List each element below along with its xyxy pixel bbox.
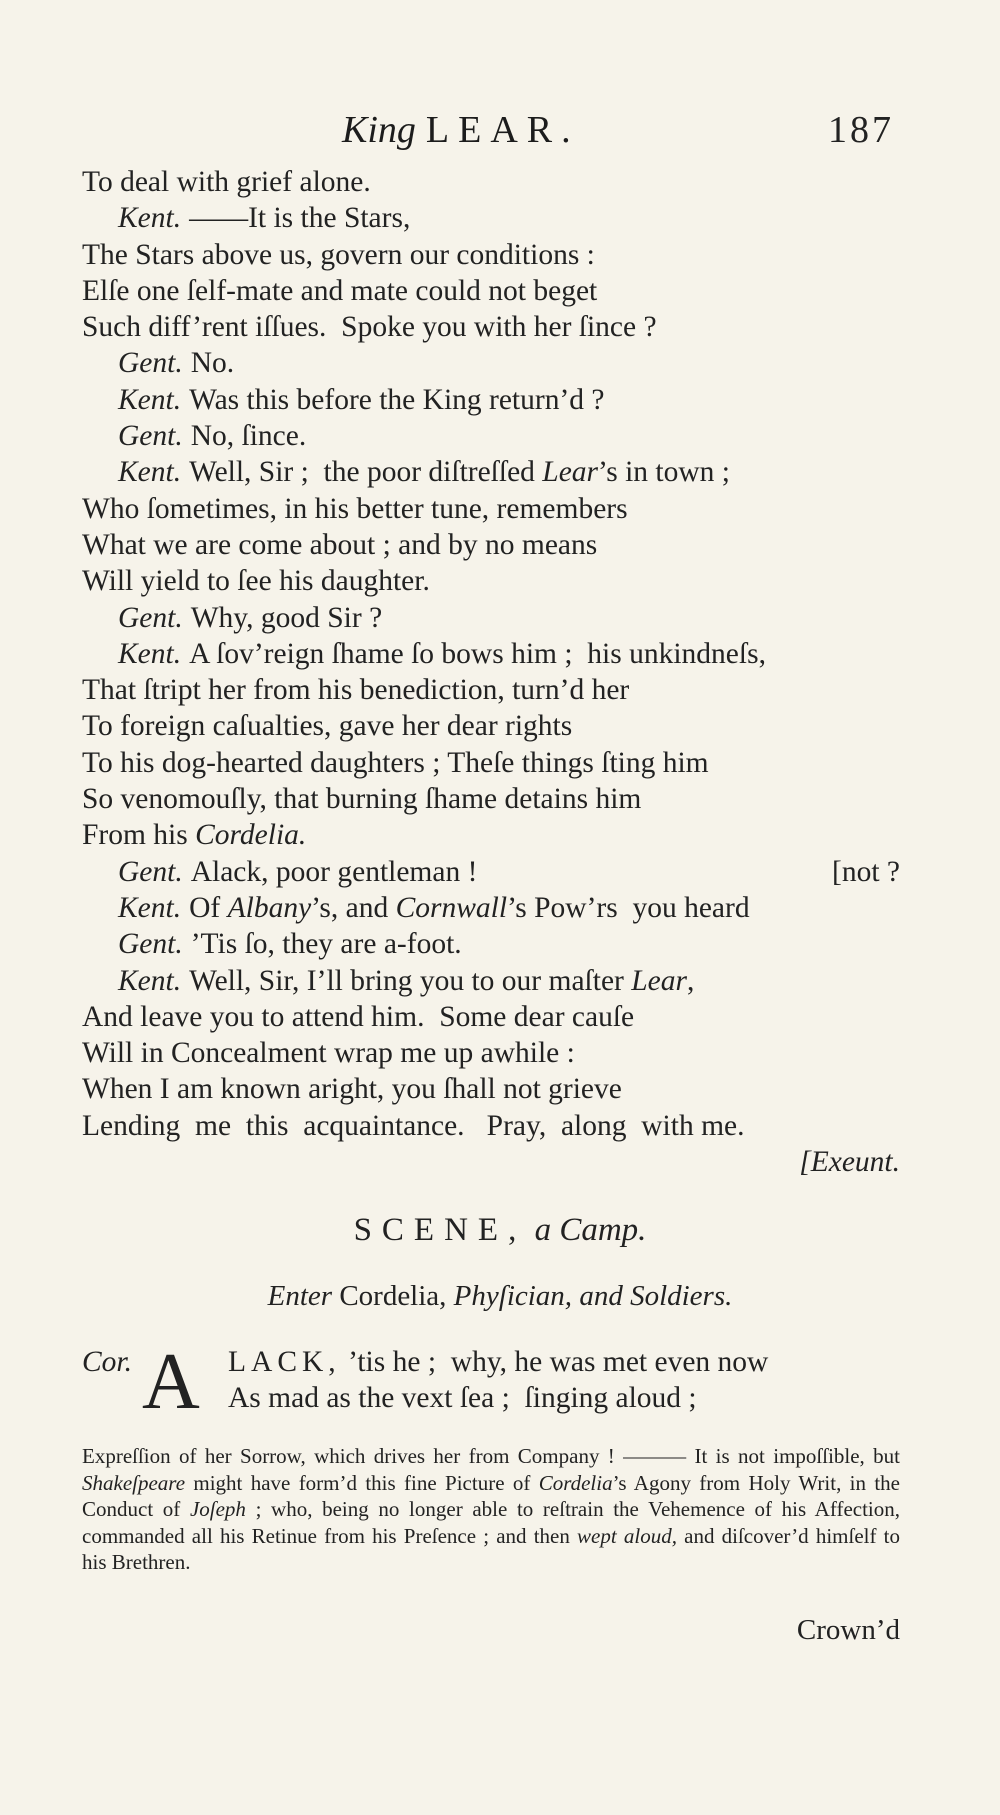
verse-line — [82, 418, 900, 454]
verse-text: Lending me this acquaintance. Pray, along with me. — [82, 1109, 745, 1142]
footnote-text: Shakeſpeare — [82, 1470, 186, 1495]
verse-text: That ſtript her from his benediction, turn’d her — [82, 674, 630, 707]
verse-line — [82, 200, 900, 236]
verse-text: Alack, poor gentleman ! — [190, 855, 478, 888]
speaker-label: Kent. — [118, 891, 182, 924]
stage-direction-text: Enter — [267, 1280, 340, 1312]
verse-line — [82, 527, 900, 563]
verse-line — [82, 745, 900, 781]
speaker-label: Gent. — [118, 347, 183, 380]
verse-text: ’Tis ſo, they are a-foot. — [190, 928, 462, 961]
speaker-label: Gent. — [118, 601, 183, 634]
verse-text: Lear — [631, 964, 687, 997]
verse-line — [82, 491, 900, 527]
speaker-label: Kent. — [118, 637, 182, 670]
verse-text: A ſov’reign ſhame ſo bows him ; his unkindneſs, — [189, 637, 766, 670]
verse-text: From his — [82, 819, 196, 852]
footnote-text: Expreſſion of her Sorrow, which drives her from Company ! ——— It is not impoſſible, but — [82, 1444, 900, 1468]
verse-text: Well, Sir, I’ll bring you to our maſter — [189, 964, 632, 997]
scene-place: a Camp. — [534, 1212, 647, 1248]
page-number: 187 — [828, 109, 894, 151]
verse-text: Was this before the King return’d ? — [189, 383, 605, 416]
verse-text: To deal with grief alone. — [82, 166, 371, 198]
footnote-text: ’s Agony from Holy Writ, in the Conduct of — [82, 1470, 900, 1521]
speaker-label: Kent. — [118, 456, 182, 489]
title-caps: LEAR. — [425, 109, 580, 151]
speaker-label: Cor. — [82, 1346, 133, 1378]
verse-text: Lear — [542, 456, 599, 489]
scene-label: SCENE, — [353, 1212, 527, 1248]
verse-text: Who ſometimes, in his better tune, remembers — [82, 492, 628, 525]
catchword: Crown’d — [796, 1614, 900, 1646]
verse-text: ——It is the Stars, — [189, 202, 411, 235]
cordelia-speech — [82, 1338, 900, 1426]
verse-text: , — [686, 964, 695, 997]
footnote-text: Cordelia — [538, 1470, 613, 1495]
stage-direction-text: and Soldiers. — [572, 1280, 733, 1312]
verse-line — [82, 672, 900, 708]
verse-line — [82, 1144, 900, 1180]
verse-line — [82, 309, 900, 345]
verse-text: Cordelia. — [195, 819, 307, 852]
stage-direction: [Exeunt. — [799, 1146, 900, 1179]
footnote-text: Joſeph — [189, 1497, 246, 1521]
verse-text: Why, good Sir ? — [190, 601, 383, 634]
drop-cap: A — [142, 1338, 200, 1426]
speaker-label: Kent. — [118, 964, 182, 997]
verse-line — [82, 454, 900, 490]
verse-line — [82, 600, 900, 636]
verse-text: The Stars above us, govern our conditions : — [82, 238, 595, 271]
verse-text: Will yield to ſee his daughter. — [82, 565, 430, 598]
speaker-label: Kent. — [118, 383, 182, 416]
verse-text: Albany — [227, 891, 312, 924]
small-caps-word: LACK, — [228, 1346, 341, 1378]
verse-text: What we are come about ; and by no means — [82, 528, 598, 561]
verse-text: No. — [190, 347, 235, 380]
verse-text: Elſe one ſelf-mate and mate could not beget — [82, 274, 598, 307]
verse-line — [82, 237, 900, 273]
verse-line — [82, 781, 900, 817]
verse-line — [82, 854, 900, 890]
verse-text: ’s, and — [311, 891, 396, 924]
verse-text: ’tis he ; why, he was met even now — [340, 1346, 769, 1378]
verse-line — [82, 1071, 900, 1107]
verse-text: And leave you to attend him. Some dear cauſe — [82, 1000, 635, 1033]
footnote — [82, 1443, 900, 1576]
verse-text: When I am known aright, you ſhall not grieve — [82, 1073, 622, 1106]
stage-direction-text: Cordelia, — [339, 1280, 454, 1312]
verse-line — [82, 963, 900, 999]
stage-direction: [not ? — [832, 855, 900, 888]
verse-line — [82, 1035, 900, 1071]
scene-heading — [0, 1212, 1000, 1249]
verse-text: No, ſince. — [190, 420, 307, 453]
verse-line — [82, 1108, 900, 1144]
verse-text: Well, Sir ; the poor diſtreſſed — [189, 456, 543, 489]
speaker-label: Gent. — [118, 928, 183, 961]
speaker-label: Gent. — [118, 855, 183, 888]
verse-line — [82, 636, 900, 672]
footnote-text: might have form’d this fine Picture of — [185, 1470, 539, 1495]
verse-text: ’s in town ; — [598, 456, 730, 489]
verse-line — [82, 890, 900, 926]
verse-text: Of — [189, 891, 228, 924]
verse-text: Such diff’rent iſſues. Spoke you with her ſince ? — [82, 311, 657, 344]
running-title — [342, 108, 580, 152]
stage-direction-enter — [0, 1280, 1000, 1313]
verse-line — [82, 926, 900, 962]
verse-text: So venomouſly, that burning ſhame detains him — [82, 783, 642, 816]
verse-text: Cornwall — [395, 891, 508, 924]
verse-line: As mad as the vext ſea ; ſinging aloud ; — [228, 1382, 697, 1414]
play-text — [82, 164, 900, 1180]
verse-line — [228, 1346, 768, 1379]
verse-line — [82, 164, 900, 200]
footnote-text: and diſcover’d himſelf to his Brethren. — [82, 1523, 900, 1574]
verse-line — [82, 382, 900, 418]
verse-text: To his dog-hearted daughters ; Theſe things ſting him — [82, 746, 709, 779]
verse-text: Will in Concealment wrap me up awhile : — [82, 1037, 575, 1070]
verse-line — [82, 563, 900, 599]
title-italic: King — [342, 109, 416, 151]
verse-line — [82, 345, 900, 381]
speaker-label: Kent. — [118, 202, 182, 235]
verse-text: To foreign caſualties, gave her dear rights — [82, 710, 573, 743]
verse-line — [82, 273, 900, 309]
footnote-text: wept aloud, — [577, 1523, 677, 1548]
verse-line — [82, 708, 900, 744]
running-header — [80, 108, 910, 158]
footnote-text: ; who, being no longer able to reſtrain the Vehemence of his Affection, commanded all his Retinue from his Preſence ; and then — [82, 1497, 901, 1548]
verse-text: ’s Pow’rs you heard — [507, 891, 750, 924]
speaker-label: Gent. — [118, 420, 183, 453]
stage-direction-text: Phyſician, — [453, 1280, 573, 1312]
verse-line — [82, 999, 900, 1035]
verse-line — [82, 817, 900, 853]
